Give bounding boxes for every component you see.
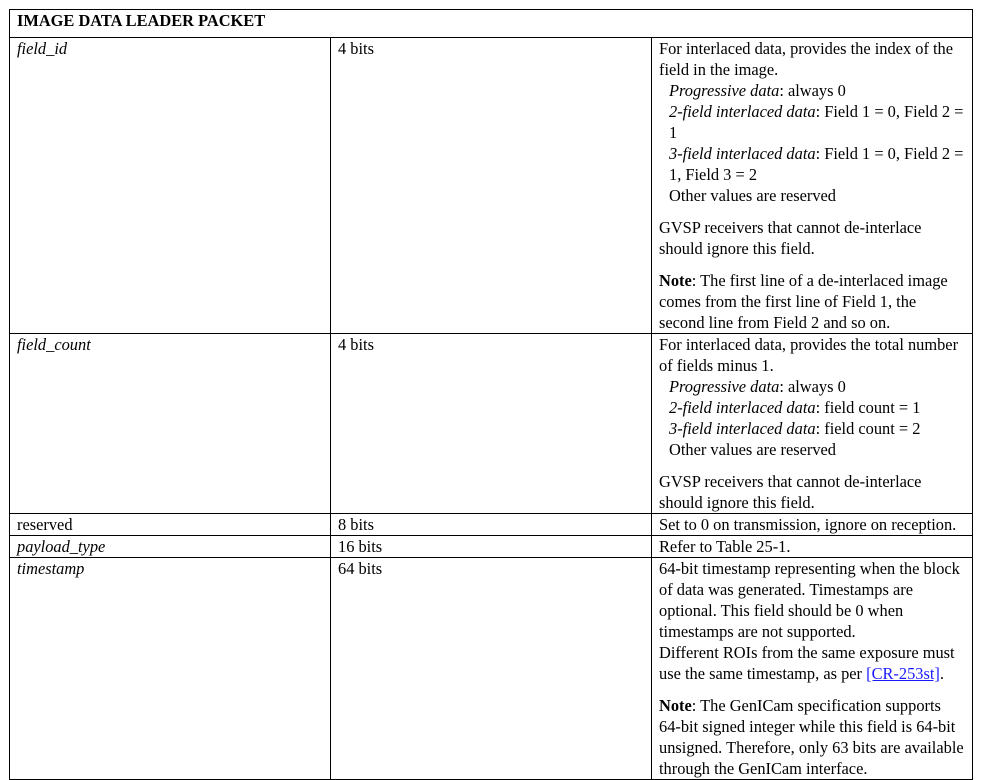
description-text: 64-bit timestamp representing when the block of data was generated. Timestamps are optional. This field should be 0 when timestamps are not supported.	[659, 559, 960, 641]
mode-line: 3-field interlaced data: field count = 2	[669, 419, 921, 438]
field-size: 16 bits	[331, 536, 652, 558]
table-title-row	[10, 10, 973, 38]
note-label: Note	[659, 271, 692, 290]
mode-line: Progressive data: always 0	[669, 81, 846, 100]
note-paragraph	[659, 270, 965, 333]
note-text: : The GenICam specification supports 64-bit signed integer while this field is 64-bit unsigned. Therefore, only 63 bits are available through the GenICam interface.	[659, 696, 964, 778]
field-description	[652, 334, 973, 514]
table-row	[10, 536, 973, 558]
receiver-note: GVSP receivers that cannot de-interlace should ignore this field.	[659, 218, 922, 258]
field-size: 4 bits	[331, 334, 652, 514]
image-data-leader-packet-table	[9, 9, 973, 780]
note-paragraph	[659, 695, 965, 779]
reserved-values-text: Other values are reserved	[669, 440, 837, 459]
table-title: IMAGE DATA LEADER PACKET	[10, 10, 973, 38]
mode-line: Progressive data: always 0	[669, 377, 846, 396]
field-description: Refer to Table 25-1.	[652, 536, 973, 558]
field-size: 8 bits	[331, 514, 652, 536]
table-row	[10, 38, 973, 334]
table-row	[10, 334, 973, 514]
field-name: field_count	[10, 334, 331, 514]
field-description: Set to 0 on transmission, ignore on reception.	[652, 514, 973, 536]
field-description	[652, 38, 973, 334]
reserved-values-text: Other values are reserved	[669, 186, 837, 205]
field-name: timestamp	[10, 558, 331, 780]
note-label: Note	[659, 696, 692, 715]
description-intro: For interlaced data, provides the total number of fields minus 1.	[659, 335, 959, 375]
field-name: payload_type	[10, 536, 331, 558]
field-size: 4 bits	[331, 38, 652, 334]
mode-line: 2-field interlaced data: Field 1 = 0, Field 2 = 1	[669, 102, 964, 142]
cr-253st-link[interactable]: [CR-253st]	[866, 664, 940, 683]
table-row	[10, 514, 973, 536]
field-name: field_id	[10, 38, 331, 334]
field-size: 64 bits	[331, 558, 652, 780]
table-row	[10, 558, 973, 780]
note-text: : The first line of a de-interlaced image comes from the first line of Field 1, the second line from Field 2 and so on.	[659, 271, 948, 332]
field-description	[652, 558, 973, 780]
mode-line: 2-field interlaced data: field count = 1	[669, 398, 921, 417]
receiver-note: GVSP receivers that cannot de-interlace should ignore this field.	[659, 472, 922, 512]
description-intro: For interlaced data, provides the index of the field in the image.	[659, 39, 954, 79]
description-text-roi: Different ROIs from the same exposure must use the same timestamp, as per [CR-253st].	[659, 643, 955, 683]
field-name: reserved	[10, 514, 331, 536]
mode-line: 3-field interlaced data: Field 1 = 0, Field 2 = 1, Field 3 = 2	[669, 144, 964, 184]
